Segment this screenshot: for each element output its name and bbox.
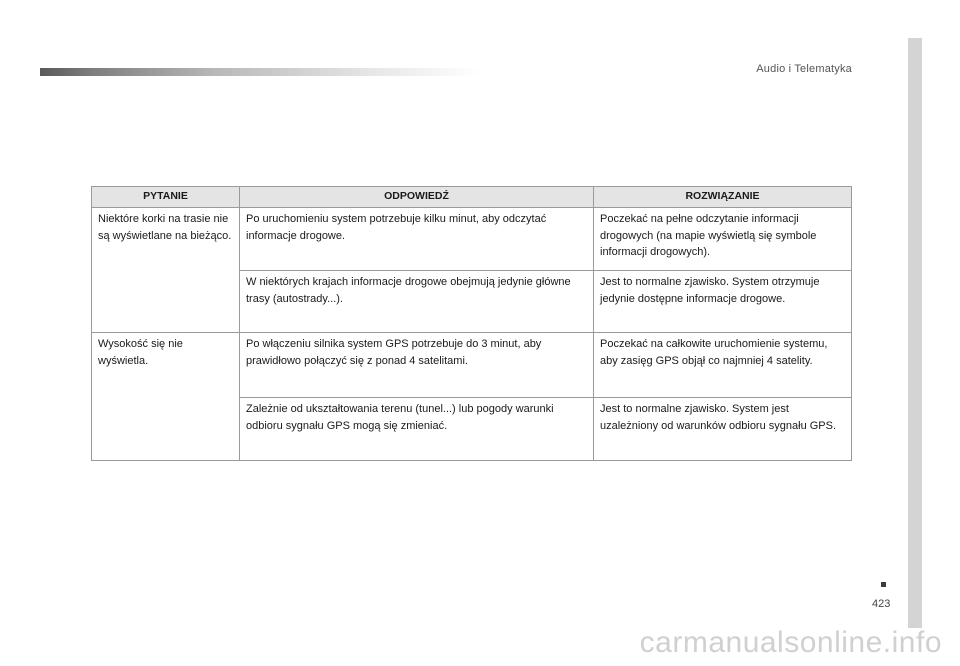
- page-number: 423: [872, 598, 891, 610]
- page-edge-strip: [908, 38, 922, 628]
- solution-cell: Poczekać na całkowite uruchomienie systemu, aby zasięg GPS objął co najmniej 4 satelity.: [594, 333, 852, 398]
- column-header-question: PYTANIE: [92, 187, 240, 208]
- table-header-row: [92, 187, 852, 208]
- question-cell: Wysokość się nie wyświetla.: [92, 333, 240, 461]
- table-row: [92, 333, 852, 398]
- answer-cell: Po włączeniu silnika system GPS potrzebuje do 3 minut, aby prawidłowo połączyć się z ponad 4 satelitami.: [240, 333, 594, 398]
- solution-cell: Jest to normalne zjawisko. System otrzymuje jedynie dostępne informacje drogowe.: [594, 271, 852, 333]
- troubleshooting-table: [91, 186, 852, 461]
- solution-cell: Poczekać na pełne odczytanie informacji drogowych (na mapie wyświetlą się symbole informacji drogowych).: [594, 208, 852, 271]
- question-cell: Niektóre korki na trasie nie są wyświetlane na bieżąco.: [92, 208, 240, 333]
- table-row: [92, 208, 852, 271]
- header-gradient-bar: [40, 68, 480, 76]
- answer-cell: Zależnie od ukształtowania terenu (tunel...) lub pogody warunki odbioru sygnału GPS mogą się zmieniać.: [240, 398, 594, 461]
- answer-cell: Po uruchomieniu system potrzebuje kilku minut, aby odczytać informacje drogowe.: [240, 208, 594, 271]
- section-title: Audio i Telematyka: [756, 63, 852, 75]
- answer-cell: W niektórych krajach informacje drogowe obejmują jedynie główne trasy (autostrady...).: [240, 271, 594, 333]
- page-marker: [881, 582, 886, 587]
- column-header-solution: ROZWIĄZANIE: [594, 187, 852, 208]
- solution-cell: Jest to normalne zjawisko. System jest uzależniony od warunków odbioru sygnału GPS.: [594, 398, 852, 461]
- watermark: carmanualsonline.info: [639, 626, 942, 659]
- column-header-answer: ODPOWIEDŹ: [240, 187, 594, 208]
